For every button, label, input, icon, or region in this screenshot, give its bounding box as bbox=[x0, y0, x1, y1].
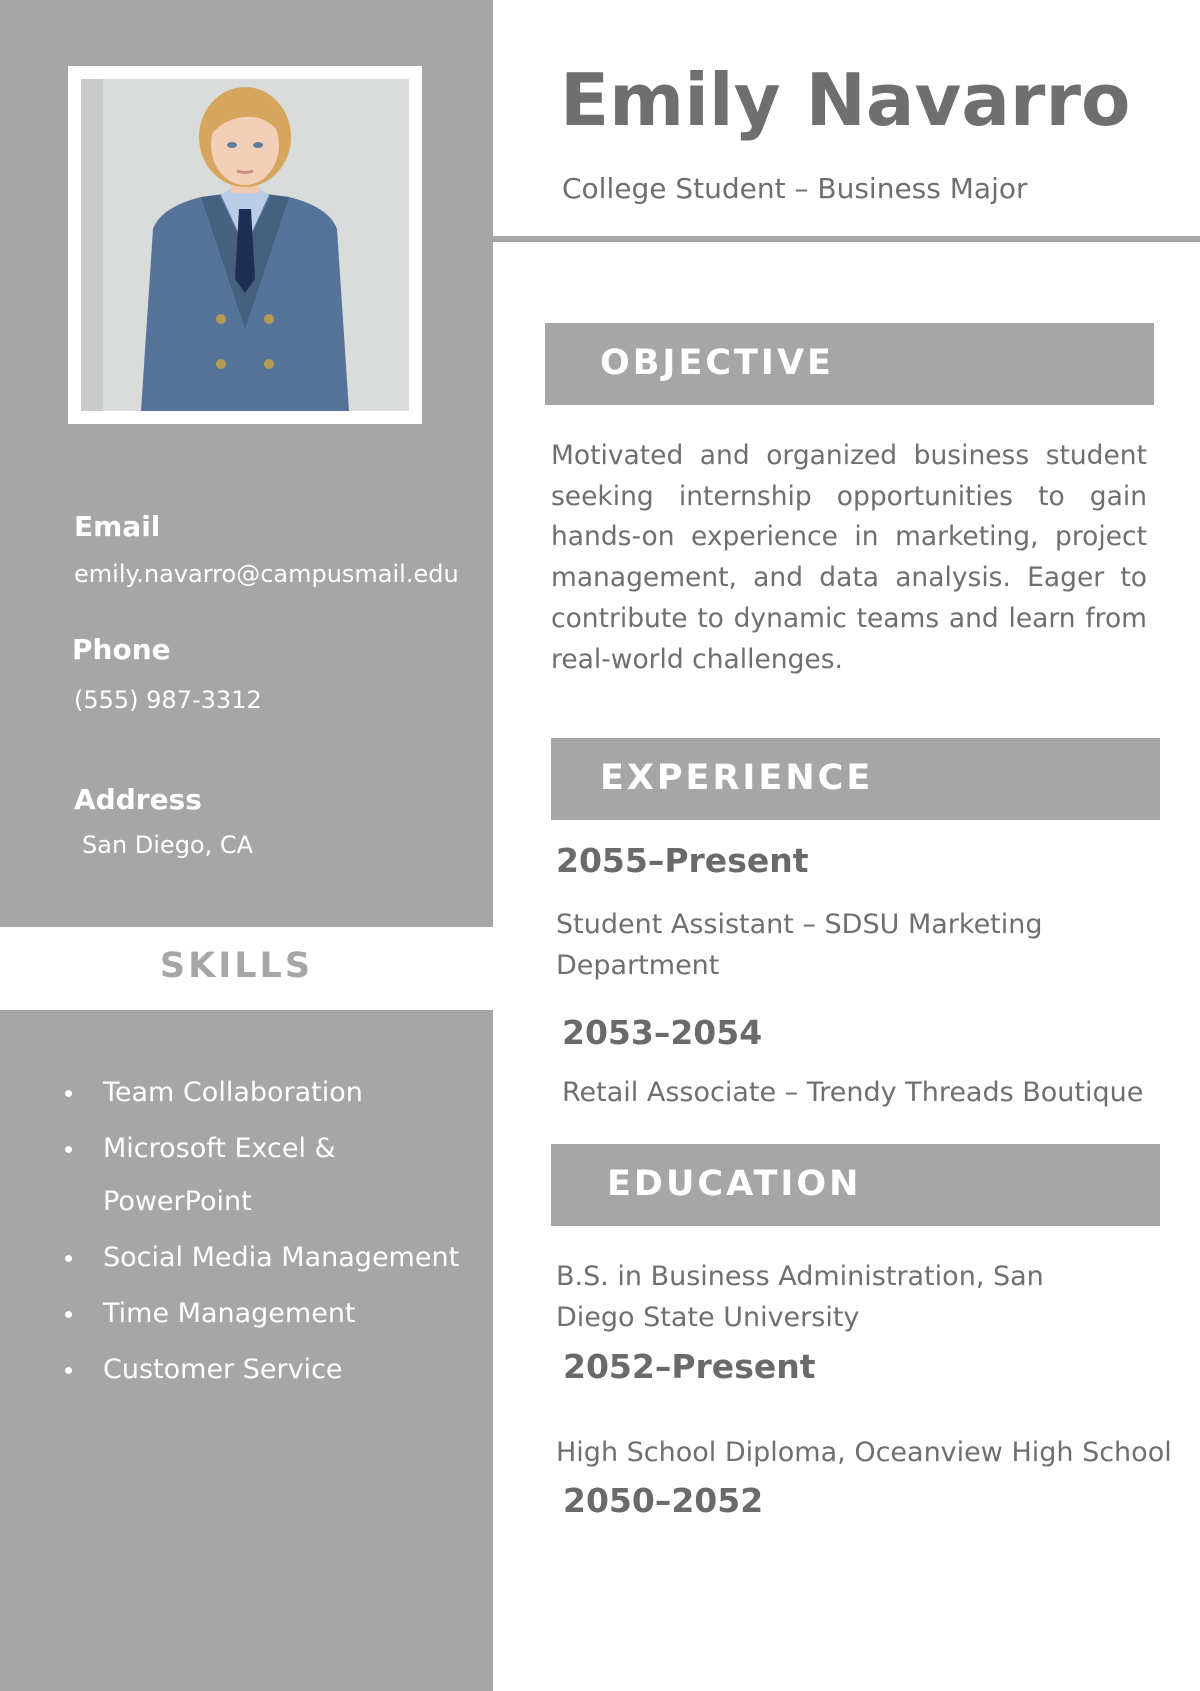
skill-item: Team Collaboration bbox=[62, 1066, 482, 1119]
profile-photo-illustration bbox=[81, 79, 409, 411]
phone-value: (555) 987-3312 bbox=[74, 686, 262, 714]
objective-title: OBJECTIVE bbox=[600, 343, 834, 383]
education-years: 2050–2052 bbox=[563, 1481, 764, 1520]
candidate-subtitle: College Student – Business Major bbox=[562, 172, 1028, 205]
experience-role: Student Assistant – SDSU Marketing Department bbox=[556, 909, 1043, 981]
objective-section-header bbox=[545, 323, 1154, 405]
skill-item: Social Media Management bbox=[62, 1231, 482, 1284]
education-degree: High School Diploma, Oceanview High School bbox=[556, 1437, 1172, 1468]
candidate-name: Emily Navarro bbox=[560, 58, 1131, 142]
address-value: San Diego, CA bbox=[82, 831, 254, 859]
education-title: EDUCATION bbox=[607, 1164, 862, 1204]
skill-item: Microsoft Excel & PowerPoint bbox=[62, 1122, 393, 1228]
experience-title: EXPERIENCE bbox=[600, 758, 874, 798]
experience-section-header bbox=[551, 738, 1160, 820]
header-divider bbox=[493, 236, 1200, 242]
education-section-header bbox=[551, 1144, 1160, 1226]
skill-item: Customer Service bbox=[62, 1343, 482, 1396]
objective-text: Motivated and organized business student seeking internship opportunities to gain hands-on experience in marketing, project management, and data analysis. Eager to contribute to dynamic teams and learn from real-world challenges. bbox=[551, 440, 1147, 675]
skill-item: Time Management bbox=[62, 1287, 482, 1340]
email-label: Email bbox=[74, 510, 161, 543]
profile-photo bbox=[81, 79, 409, 411]
experience-years: 2053–2054 bbox=[562, 1013, 763, 1052]
address-label: Address bbox=[74, 783, 202, 816]
education-years: 2052–Present bbox=[563, 1347, 816, 1386]
skills-title: SKILLS bbox=[159, 946, 314, 986]
sidebar bbox=[0, 0, 493, 1691]
profile-photo-frame bbox=[68, 66, 422, 424]
email-value: emily.navarro@campusmail.edu bbox=[74, 560, 459, 588]
education-degree: B.S. in Business Administration, San Diego State University bbox=[556, 1261, 1044, 1333]
phone-label: Phone bbox=[72, 633, 171, 666]
experience-years: 2055–Present bbox=[556, 841, 809, 880]
skills-list bbox=[62, 1066, 482, 1399]
experience-role: Retail Associate – Trendy Threads Boutique bbox=[562, 1077, 1144, 1108]
